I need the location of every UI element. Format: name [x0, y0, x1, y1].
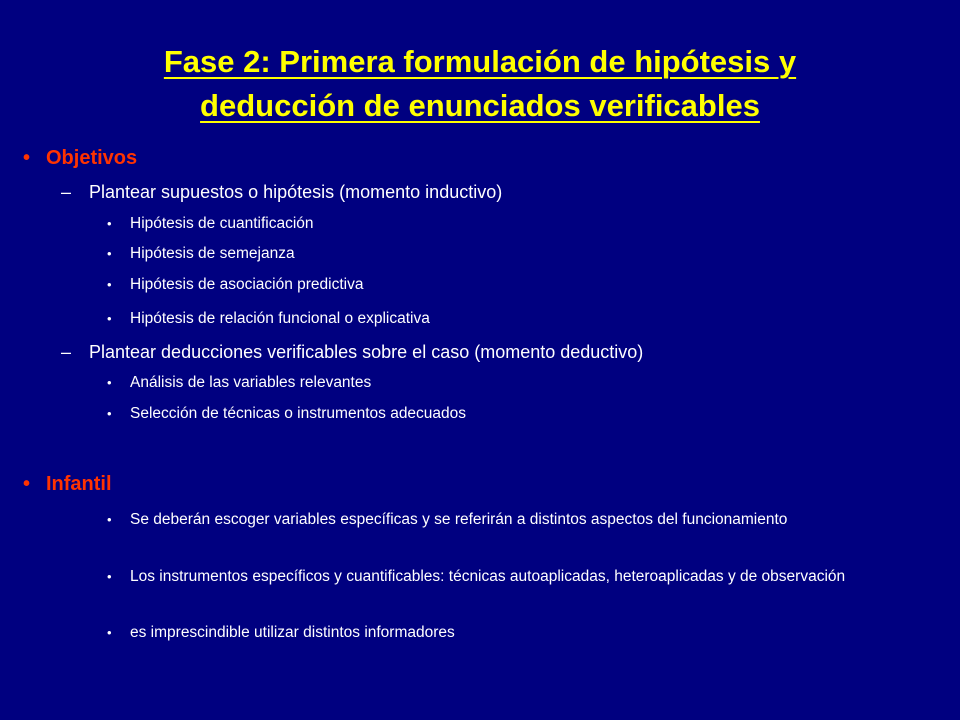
list-item: [107, 372, 952, 393]
list-item: [107, 403, 952, 424]
list-item: [107, 509, 952, 530]
bullet-icon: •: [107, 216, 112, 231]
bullet-icon: •: [23, 147, 31, 169]
slide-title-line-2: deducción de enunciados verificables: [200, 88, 760, 123]
heading-objetivos-label: Objetivos: [46, 147, 138, 169]
slide-title: [40, 40, 920, 128]
list-item: [107, 243, 952, 264]
bullet-icon: •: [107, 311, 112, 326]
list-item-text: Los instrumentos específicos y cuantificables: técnicas autoaplicadas, heteroaplicadas y de observación: [130, 568, 846, 585]
slide-title-line-1: Fase 2: Primera formulación de hipótesis y: [163, 44, 797, 79]
list-item: [107, 566, 952, 587]
subpoint-deductivo-text: Plantear deducciones verificables sobre el caso (momento deductivo): [89, 342, 644, 362]
list-item-text: Análisis de las variables relevantes: [130, 374, 372, 391]
list-item: [107, 213, 952, 234]
list-item: [107, 308, 952, 329]
dash-icon: –: [61, 342, 72, 362]
subpoint-inductivo-text: Plantear supuestos o hipótesis (momento inductivo): [89, 182, 503, 202]
bullet-icon: •: [107, 512, 112, 527]
list-item-text: Hipótesis de semejanza: [130, 245, 295, 262]
bullet-icon: •: [107, 246, 112, 261]
heading-infantil-label: Infantil: [46, 473, 112, 495]
list-item-text: es imprescindible utilizar distintos informadores: [130, 624, 455, 641]
list-item-text: Hipótesis de cuantificación: [130, 215, 314, 232]
bullet-icon: •: [107, 277, 112, 292]
list-item-text: Hipótesis de relación funcional o explicativa: [130, 310, 430, 327]
bullet-icon: •: [107, 625, 112, 640]
list-item-text: Selección de técnicas o instrumentos adecuados: [130, 405, 467, 422]
bullet-icon: •: [107, 569, 112, 584]
bullet-icon: •: [23, 473, 31, 495]
bullet-icon: •: [107, 406, 112, 421]
bullet-icon: •: [107, 375, 112, 390]
dash-icon: –: [61, 182, 72, 202]
list-item-text: Se deberán escoger variables específicas y se referirán a distintos aspectos del funcionamiento: [130, 511, 788, 528]
list-item-text: Hipótesis de asociación predictiva: [130, 276, 364, 293]
list-item: [107, 274, 952, 295]
list-item: [107, 622, 952, 643]
